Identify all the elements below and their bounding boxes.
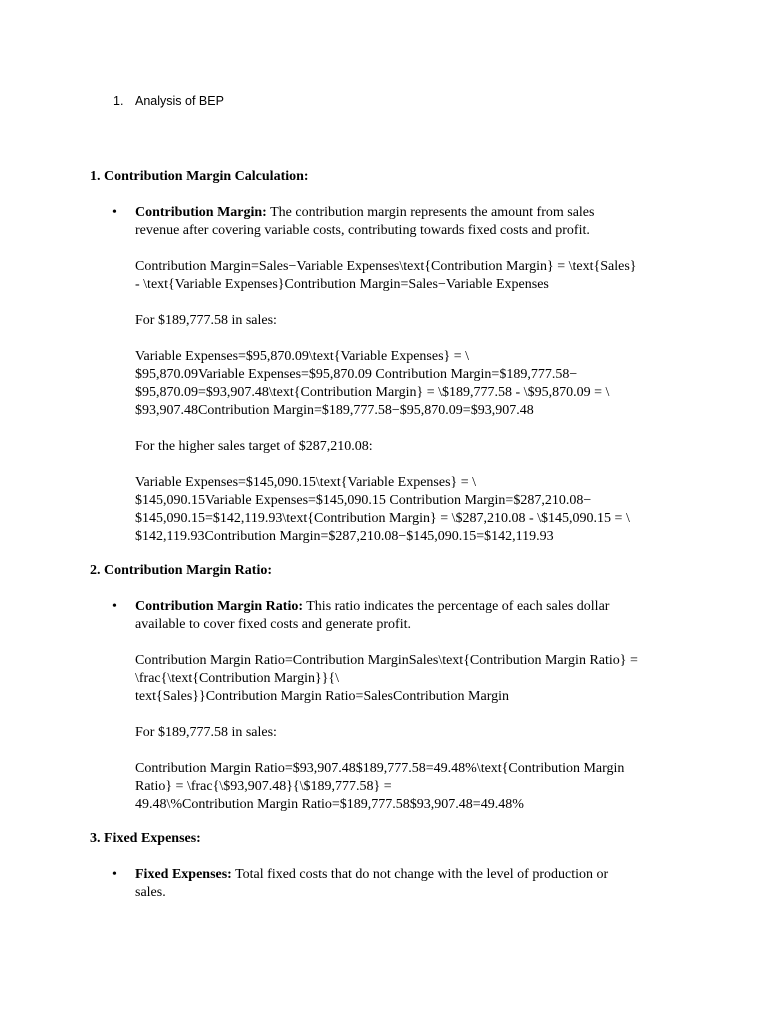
text-paragraph	[135, 312, 675, 330]
list-title: Analysis of BEP	[135, 94, 224, 108]
bullet-item	[112, 866, 660, 902]
text-line: - \text{Variable Expenses}Contribution Margin=Sales−Variable Expenses	[135, 277, 549, 292]
text-paragraph	[135, 724, 675, 742]
section-heading: 1. Contribution Margin Calculation:	[90, 169, 309, 184]
text-line: For $189,777.58 in sales:	[135, 725, 277, 740]
bullet-term: Contribution Margin:	[135, 205, 267, 220]
text-line: $93,907.48Contribution Margin=$189,777.58−$95,870.09=$93,907.48	[135, 403, 534, 418]
section-heading: 3. Fixed Expenses:	[90, 831, 201, 846]
text-line: For $189,777.58 in sales:	[135, 313, 277, 328]
bullet-text-line: This ratio indicates the percentage of each sales dollar	[306, 599, 610, 614]
text-line: $142,119.93Contribution Margin=$287,210.08−$145,090.15=$142,119.93	[135, 529, 554, 544]
text-line: text{Sales}}Contribution Margin Ratio=SalesContribution Margin	[135, 689, 510, 704]
formula-paragraph	[135, 258, 675, 294]
section-heading: 2. Contribution Margin Ratio:	[90, 563, 272, 578]
text-line: \frac{\text{Contribution Margin}}{\	[135, 671, 340, 686]
text-line: Contribution Margin Ratio=$93,907.48$189,777.58=49.48%\text{Contribution Margin	[135, 761, 625, 776]
text-line: $95,870.09Variable Expenses=$95,870.09 Contribution Margin=$189,777.58−	[135, 367, 578, 382]
bullet-dot-icon: •	[112, 205, 117, 220]
text-line: Variable Expenses=$145,090.15\text{Variable Expenses} = \	[135, 475, 477, 490]
bullet-item	[112, 204, 660, 240]
text-paragraph	[135, 438, 675, 456]
bullet-term: Fixed Expenses:	[135, 867, 232, 882]
text-line: Variable Expenses=$95,870.09\text{Variable Expenses} = \	[135, 349, 470, 364]
formula-paragraph	[135, 348, 675, 420]
text-line: Contribution Margin Ratio=Contribution MarginSales\text{Contribution Margin Ratio} =	[135, 653, 638, 668]
text-line: Ratio} = \frac{\$93,907.48}{\$189,777.58} =	[135, 779, 392, 794]
formula-paragraph	[135, 652, 675, 706]
formula-paragraph	[135, 474, 675, 546]
text-line: Contribution Margin=Sales−Variable Expenses\text{Contribution Margin} = \text{Sales}	[135, 259, 637, 274]
top-list-item	[113, 94, 224, 108]
bullet-text-line: sales.	[135, 885, 166, 900]
bullet-text-line: available to cover fixed costs and generate profit.	[135, 617, 411, 632]
bullet-dot-icon: •	[112, 599, 117, 614]
text-line: For the higher sales target of $287,210.08:	[135, 439, 373, 454]
bullet-dot-icon: •	[112, 867, 117, 882]
text-line: $145,090.15Variable Expenses=$145,090.15 Contribution Margin=$287,210.08−	[135, 493, 592, 508]
list-number: 1.	[113, 94, 124, 108]
bullet-item	[112, 598, 660, 634]
formula-paragraph	[135, 760, 675, 814]
section-contribution-margin-ratio	[90, 562, 690, 814]
text-line: $95,870.09=$93,907.48\text{Contribution Margin} = \$189,777.58 - \$95,870.09 = \	[135, 385, 610, 400]
bullet-text-line: Total fixed costs that do not change with the level of production or	[235, 867, 609, 882]
bullet-term: Contribution Margin Ratio:	[135, 599, 303, 614]
bullet-text-line: revenue after covering variable costs, contributing towards fixed costs and profit.	[135, 223, 590, 238]
section-contribution-margin	[90, 168, 690, 546]
section-fixed-expenses	[90, 830, 690, 902]
bullet-text-line: The contribution margin represents the amount from sales	[270, 205, 595, 220]
text-line: 49.48\%Contribution Margin Ratio=$189,777.58$93,907.48=49.48%	[135, 797, 524, 812]
text-line: $145,090.15=$142,119.93\text{Contribution Margin} = \$287,210.08 - \$145,090.15 = \	[135, 511, 630, 526]
